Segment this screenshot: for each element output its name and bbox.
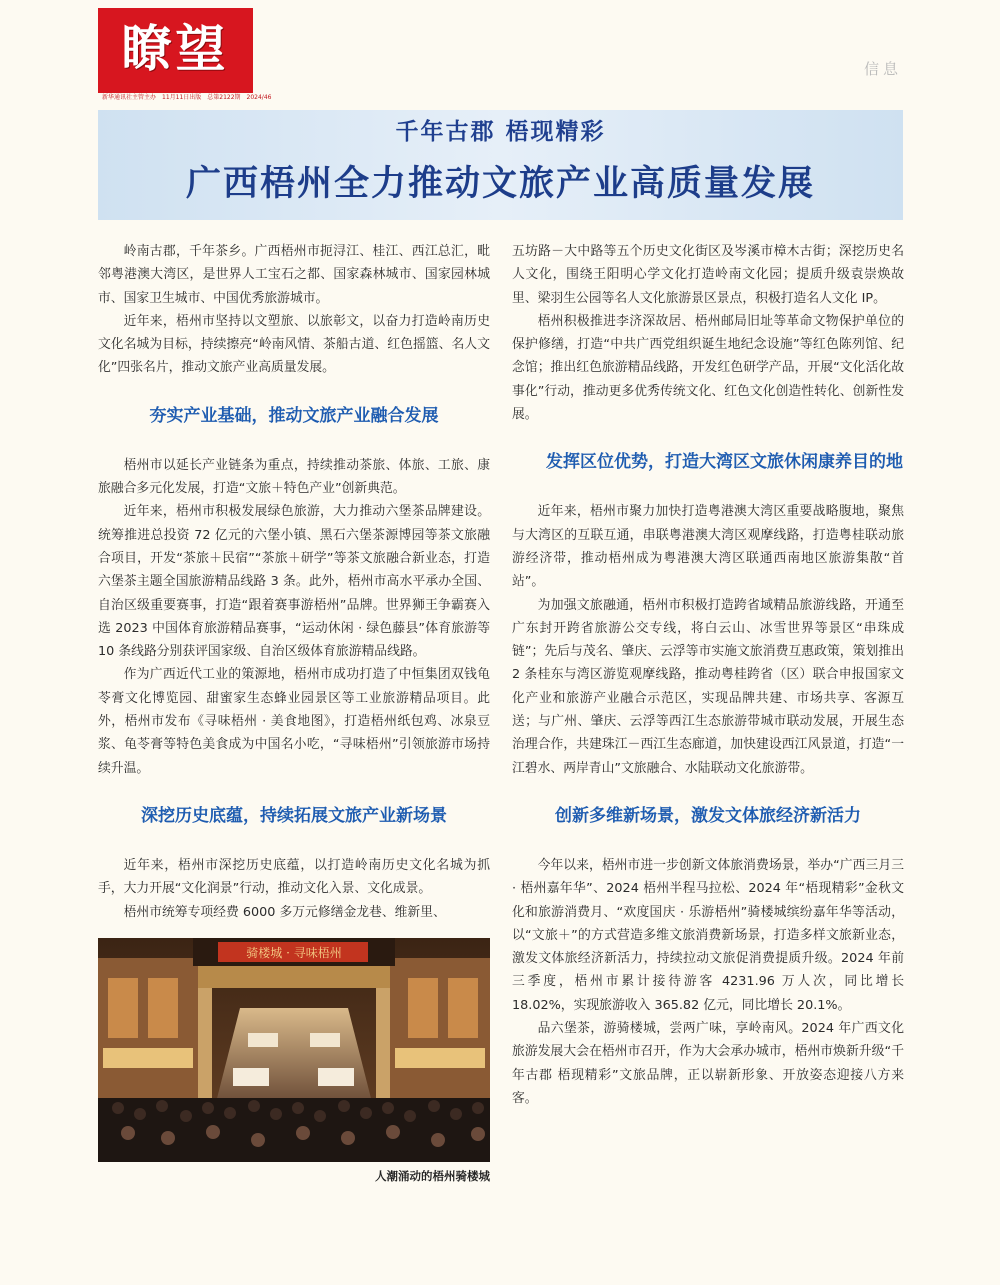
body-paragraph: 近年来，梧州市深挖历史底蕴，以打造岭南历史文化名城为抓手，大力开展“文化润景”行动，推动文化入景、文化成景。 xyxy=(98,857,490,897)
body-paragraph: 梧州积极推进李济深故居、梧州邮局旧址等革命文物保护单位的保护修缮，打造“中共广西党组织诞生地纪念设施”等红色陈列馆、纪念馆；推出红色旅游精品线路，开发红色研学产品，开展“文化活化故事化”行动，推动更多优秀传统文化、红色文化创造性转化、创新性发展。 xyxy=(512,313,904,423)
body-paragraph: 梧州市以延长产业链条为重点，持续推动茶旅、体旅、工旅、康旅融合多元化发展，打造“文旅＋特色产业”创新典范。 xyxy=(98,457,490,497)
section-tag: 信息 xyxy=(863,60,902,78)
headline-banner xyxy=(98,110,903,220)
body-paragraph: 品六堡茶，游骑楼城，尝两广味，享岭南风。2024 年广西文化旅游发展大会在梧州市召开，作为大会承办城市，梧州市焕新升级“千年古郡 梧现精彩”文旅品牌，正以崭新形象、开放姿态迎接八方来客。 xyxy=(512,1021,904,1106)
body-paragraph: 近年来，梧州市积极发展绿色旅游，大力推动六堡茶品牌建设。统筹推进总投资 72 亿元的六堡小镇、黑石六堡茶源博园等茶文旅融合项目，开发“茶旅＋民宿”“茶旅＋研学”等茶文旅融合新业态，打造六堡茶主题全国旅游精品线路 3 条。此外，梧州市高水平承办全国、自治区级重要赛事，打造“跟着赛事游梧州”品牌。世界狮王争霸赛入选 2023 中国体育旅游精品赛事，“运动休闲 · 绿色藤县”体育旅游等 10 条线路分别获评国家级、自治区级体育旅游精品线路。 xyxy=(98,504,490,660)
right-column xyxy=(512,240,904,1110)
gate-sign: 骑楼城 · 寻味梧州 xyxy=(246,945,342,960)
masthead-title: 瞭望 xyxy=(121,19,230,78)
body-paragraph: 为加强文旅融通，梧州市积极打造跨省域精品旅游线路，开通至广东封开跨省旅游公交专线，将白云山、冰雪世界等景区“串珠成链”；先后与茂名、肇庆、云浮等市实施文旅消费互惠政策，策划推出 2 条桂东与湾区游览观摩线路，推动粤桂跨省（区）联合申报国家文化产业和旅游产业融合示范区，实现品牌共建、市场共享、客源互送；与广州、肇庆、云浮等西江生态旅游带城市联动发展，开展生态治理合作，共建珠江－西江生态廊道，加快建设西江风景道，打造“一江碧水、两岸青山”文旅融合、水陆联动文化旅游带。 xyxy=(512,597,904,776)
masthead-subline: 新华通讯社主管主办 11月11日出版 总第2122期 2024/46 xyxy=(98,93,253,103)
section-heading: 创新多维新场景，激发文体旅经济新活力 xyxy=(555,805,861,826)
masthead-logo xyxy=(98,8,272,103)
body-paragraph: 作为广西近代工业的策源地，梧州市成功打造了中恒集团双钱龟苓膏文化博览园、甜蜜家生态蜂业园景区等工业旅游精品项目。此外，梧州市发布《寻味梧州 · 美食地图》，打造梧州纸包鸡、冰泉豆浆、龟苓膏等特色美食成为中国名小吃，“寻味梧州”引领旅游市场持续升温。 xyxy=(98,667,490,776)
body-paragraph: 五坊路－大中路等五个历史文化街区及岑溪市樟木古街；深挖历史名人文化，围绕王阳明心学文化打造岭南文化园；提质升级袁崇焕故里、梁羽生公园等名人文化旅游景区景点，积极打造名人文化 IP。 xyxy=(512,244,904,306)
intro-paragraph: 近年来，梧州市坚持以文塑旅、以旅彰文，以奋力打造岭南历史文化名城为目标，持续擦亮“岭南风情、茶船古道、红色摇篮、名人文化”四张名片，推动文旅产业高质量发展。 xyxy=(98,313,490,376)
section-heading: 发挥区位优势，打造大湾区文旅休闲康养目的地 xyxy=(546,452,903,473)
street-photo xyxy=(98,938,490,1162)
left-column xyxy=(98,240,490,1184)
section-heading: 深挖历史底蕴，持续拓展文旅产业新场景 xyxy=(141,805,447,826)
body-paragraph: 梧州市统筹专项经费 6000 多万元修缮金龙巷、维新里、 xyxy=(123,904,446,920)
photo-caption: 人潮涌动的梧州骑楼城 xyxy=(375,1168,490,1183)
body-paragraph: 今年以来，梧州市进一步创新文体旅消费场景，举办“广西三月三 · 梧州嘉年华”、2024 梧州半程马拉松、2024 年“梧现精彩”金秋文化和旅游消费月、“欢度国庆 · 乐游梧州”骑楼城缤纷嘉年华等活动，以“文旅＋”的方式营造多维文旅消费新场景，打造多样文旅新业态，激发文体旅经济新活力，持续拉动文旅促消费提质升级。2024 年前三季度，梧州市累计接待游客 4231.96 万人次，同比增长 18.02%，实现旅游收入 365.82 亿元，同比增长 20.1%。 xyxy=(512,857,904,1013)
intro-paragraph: 岭南古郡，千年茶乡。广西梧州市扼浔江、桂江、西江总汇，毗邻粤港澳大湾区，是世界人工宝石之都、国家森林城市、国家园林城市、国家卫生城市、中国优秀旅游城市。 xyxy=(98,244,490,306)
page-title: 广西梧州全力推动文旅产业高质量发展 xyxy=(185,163,815,204)
body-paragraph: 近年来，梧州市聚力加快打造粤港澳大湾区重要战略腹地，聚焦与大湾区的互联互通，串联粤港澳大湾区观摩线路，打造粤桂联动旅游经济带，推动梧州成为粤港澳大湾区联通西南地区旅游集散“首站”。 xyxy=(512,504,904,590)
street-photo-illustration xyxy=(98,938,490,1162)
section-heading: 夯实产业基础，推动文旅产业融合发展 xyxy=(149,405,439,426)
kicker: 千年古郡 梧现精彩 xyxy=(395,119,606,145)
